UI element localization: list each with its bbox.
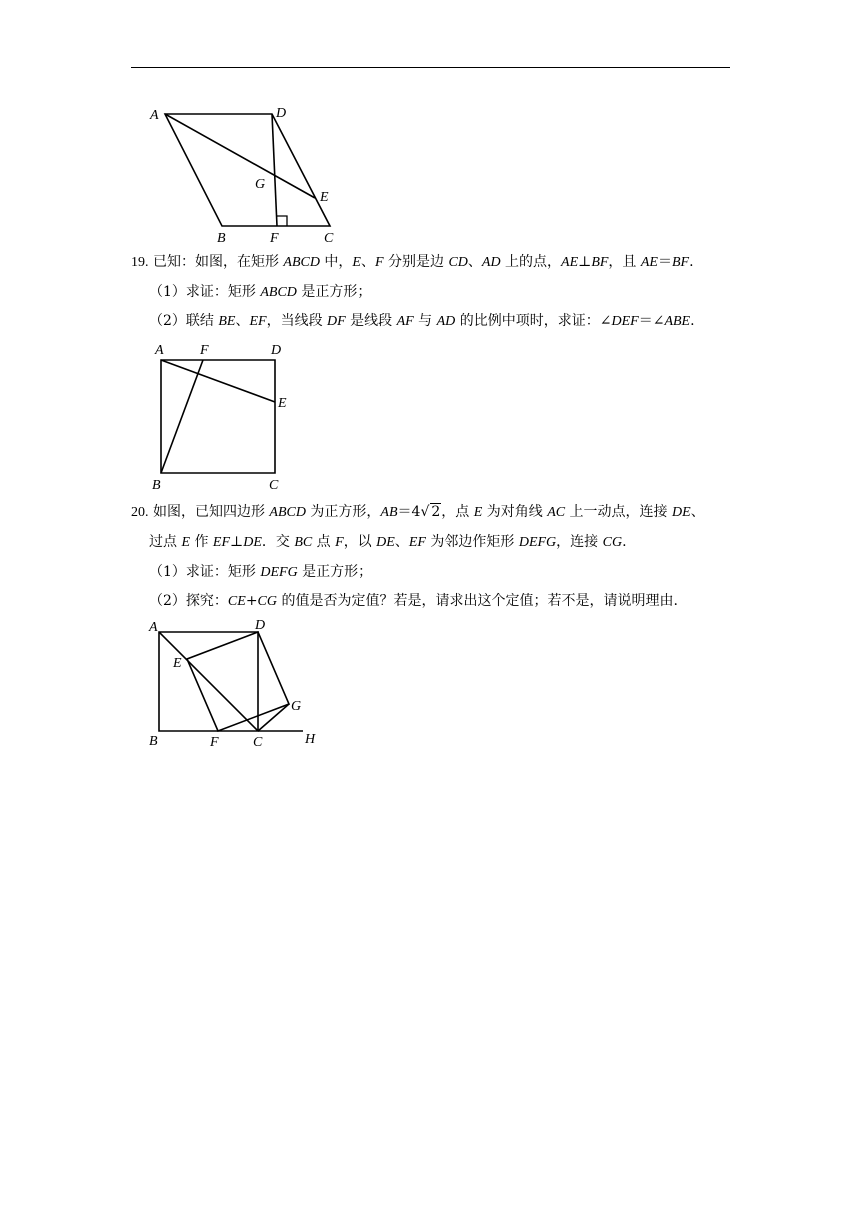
q20-statement — [131, 504, 705, 521]
text-run: ，以 — [343, 534, 377, 550]
label-d: D — [255, 618, 266, 633]
math-symbol: ABCD — [269, 505, 306, 520]
math-symbol: CG — [257, 594, 277, 609]
q19-part2 — [149, 313, 695, 330]
text-run: ⊥ — [578, 254, 592, 270]
label-d: D — [271, 343, 282, 358]
text-run: 分别是边 — [383, 254, 449, 270]
label-g: G — [291, 699, 302, 714]
segment-cg — [258, 704, 289, 731]
math-symbol: DE — [243, 535, 262, 550]
segment-ae — [165, 114, 315, 198]
math-symbol: E — [352, 255, 361, 270]
figure-19-square — [145, 340, 305, 495]
sqrt-radicand: 2 — [431, 504, 441, 520]
text-run: 过点 — [149, 534, 182, 550]
q20-line1-before — [153, 504, 421, 520]
text-run: ，点 — [441, 504, 474, 520]
label-e: E — [320, 190, 329, 205]
math-symbol: DEFG — [260, 565, 298, 580]
math-symbol: E — [473, 505, 483, 520]
math-symbol: EF — [408, 535, 426, 550]
label-c: C — [269, 478, 279, 493]
label-f: F — [210, 735, 219, 750]
text-run: + — [245, 593, 258, 609]
text-run: 的值是否为定值？若是，请求出这个定值；若不是，请说明理由. — [277, 593, 678, 609]
text-run: 为正方形， — [305, 504, 381, 520]
text-run: （2）探究： — [149, 593, 228, 609]
text-run: ，且 — [608, 254, 641, 270]
segment-bf — [161, 360, 203, 473]
math-symbol: CD — [448, 255, 468, 270]
math-symbol: AB — [380, 505, 398, 520]
q20-part2-text — [149, 593, 678, 609]
figure-18-parallelogram — [140, 100, 360, 250]
q20-line2-text — [149, 534, 627, 550]
text-run: 如图，已知四边形 — [152, 504, 270, 520]
label-e: E — [278, 396, 287, 411]
text-run: 是正方形； — [297, 564, 373, 580]
math-symbol: BC — [294, 535, 313, 550]
right-angle-mark — [277, 216, 287, 226]
label-b: B — [217, 231, 226, 246]
q19-part2-text — [149, 313, 695, 329]
text-run: . — [622, 534, 627, 550]
math-symbol: DF — [327, 314, 346, 329]
q19-part1 — [149, 284, 371, 301]
label-e: E — [173, 656, 182, 671]
text-run: 上的点， — [500, 254, 562, 270]
text-run: 、 — [690, 504, 705, 520]
q19-part1-text — [149, 284, 371, 300]
q20-line2 — [149, 534, 627, 551]
text-run: 、 — [394, 534, 409, 550]
q20-number: 20. — [131, 505, 149, 520]
math-symbol: DEFG — [518, 535, 557, 550]
math-symbol: AD — [481, 255, 501, 270]
math-symbol: CG — [602, 535, 623, 550]
text-run: 作 — [190, 534, 213, 550]
q20-line1-after — [441, 504, 704, 520]
sqrt-symbol: √ 2 — [420, 504, 441, 520]
math-symbol: DEF — [611, 314, 639, 329]
text-run: 是正方形； — [296, 284, 372, 300]
diagonal-ac — [159, 632, 258, 731]
text-run: （1）求证：矩形 — [149, 284, 261, 300]
math-symbol: AF — [396, 314, 414, 329]
q19-number: 19. — [131, 255, 149, 270]
label-c: C — [253, 735, 263, 750]
q20-part1 — [149, 564, 372, 581]
text-run: （1）求证：矩形 — [149, 564, 261, 580]
text-run: 为对角线 — [482, 504, 548, 520]
text-run: 是线段 — [345, 313, 397, 329]
text-run: ＝4 — [397, 504, 421, 520]
square-abcd — [161, 360, 275, 473]
text-run: 中， — [319, 254, 353, 270]
label-h: H — [305, 732, 316, 747]
math-symbol: EF — [249, 314, 267, 329]
text-run: 上一动点，连接 — [565, 504, 673, 520]
math-symbol: F — [374, 255, 384, 270]
text-run: ⊥ — [230, 534, 244, 550]
text-run: ，当线段 — [266, 313, 328, 329]
text-run: 已知：如图，在矩形 — [152, 254, 284, 270]
math-symbol: E — [181, 535, 191, 550]
label-b: B — [152, 478, 161, 493]
text-run: . — [690, 313, 695, 329]
math-symbol: BF — [591, 255, 609, 270]
label-a: A — [155, 343, 164, 358]
label-d: D — [276, 106, 287, 121]
text-run: . — [689, 254, 694, 270]
math-symbol: ABCD — [283, 255, 320, 270]
math-symbol: CE — [227, 594, 246, 609]
text-run: ＝ — [657, 254, 672, 270]
text-run: 、 — [467, 254, 482, 270]
label-b: B — [149, 734, 158, 749]
math-symbol: ABE — [664, 314, 691, 329]
label-g: G — [255, 177, 266, 192]
text-run: 与 — [413, 313, 437, 329]
math-symbol: BE — [218, 314, 236, 329]
math-symbol: DE — [672, 505, 691, 520]
math-symbol: EF — [212, 535, 231, 550]
text-run: 的比例中项时，求证：∠ — [455, 313, 612, 329]
text-run: 点 — [312, 534, 336, 550]
text-run: （2）联结 — [149, 313, 219, 329]
math-symbol: DE — [376, 535, 395, 550]
label-a: A — [149, 620, 158, 635]
q20-part2 — [149, 593, 678, 610]
math-symbol: AC — [547, 505, 566, 520]
label-c: C — [324, 231, 334, 246]
segment-ae — [161, 360, 275, 402]
label-f: F — [200, 343, 209, 358]
math-symbol: BF — [671, 255, 690, 270]
text-run: 、 — [235, 313, 250, 329]
header-rule — [131, 67, 730, 68]
text-run: ．交 — [261, 534, 295, 550]
square-defg — [187, 632, 289, 731]
q19-statement — [131, 254, 694, 271]
text-run: ，连接 — [556, 534, 603, 550]
math-symbol: ABCD — [260, 285, 297, 300]
math-symbol: AE — [640, 255, 658, 270]
label-a: A — [150, 108, 159, 123]
segment-df — [272, 114, 277, 226]
math-symbol: AD — [436, 314, 456, 329]
figure-20-square — [140, 615, 340, 750]
text-run: 为邻边作矩形 — [425, 534, 519, 550]
parallelogram-abcd — [165, 114, 330, 226]
q20-part1-text — [149, 564, 372, 580]
math-symbol: AE — [561, 255, 579, 270]
text-run: ＝∠ — [638, 313, 665, 329]
q19-line1 — [153, 254, 694, 270]
label-f: F — [270, 231, 279, 246]
math-symbol: F — [335, 535, 344, 550]
text-run: 、 — [360, 254, 375, 270]
